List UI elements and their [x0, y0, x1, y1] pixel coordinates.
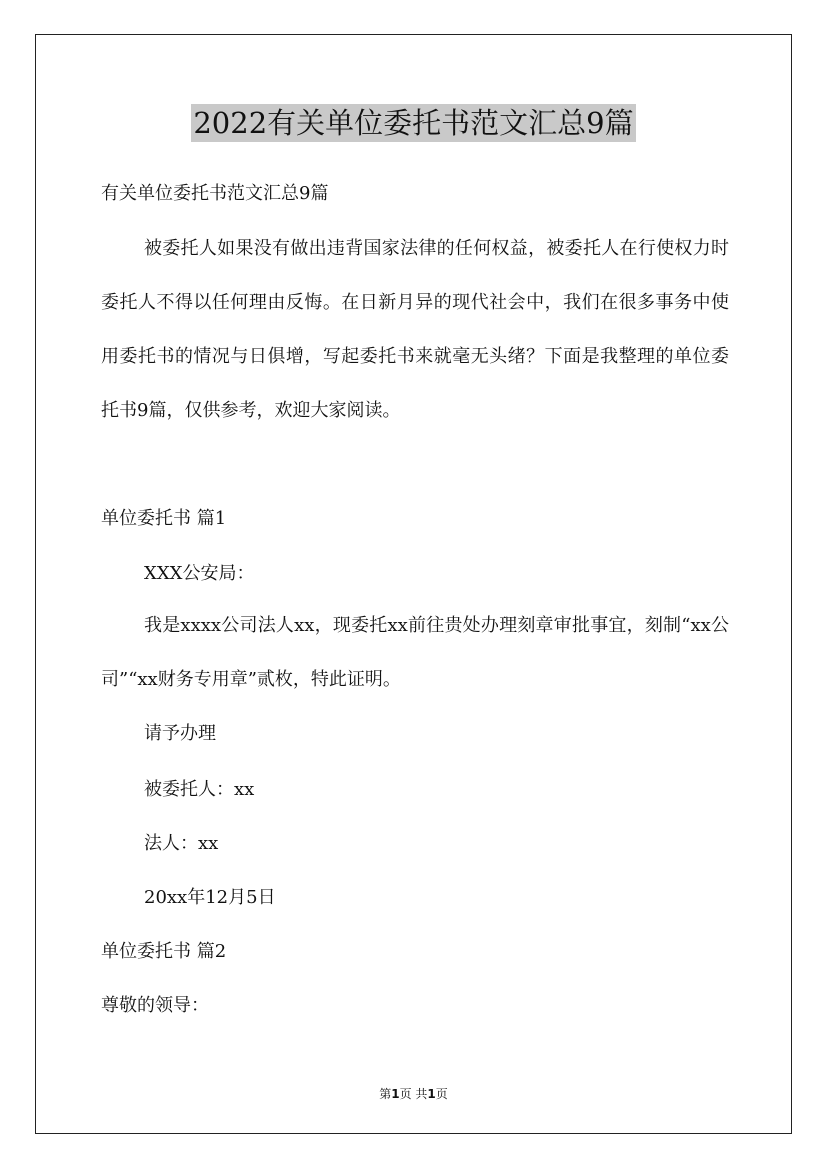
footer-page-current: 1: [391, 1087, 400, 1101]
section2-salutation: 尊敬的领导：: [101, 995, 209, 1016]
intro-paragraph: 被委托人如果没有做出违背国家法律的任何权益，被委托人在行使权力时委托人不得以任何理由反悔。在日新月异的现代社会中，我们在很多事务中使用委托书的情况与日俱增，写起委托书来就毫无头绪？下面是我整理的单位委托书9篇，仅供参考，欢迎大家阅读。: [101, 238, 729, 421]
section1-heading: 单位委托书 篇1: [101, 508, 227, 529]
section1-request: 请予办理: [144, 723, 216, 744]
document-subtitle: 有关单位委托书范文汇总9篇: [101, 183, 329, 204]
footer-prefix: 第: [379, 1087, 392, 1101]
section1-agent: 被委托人：xx: [144, 779, 255, 800]
footer-page-total: 1: [427, 1087, 436, 1101]
title-container: [0, 104, 827, 142]
section2-heading: 单位委托书 篇2: [101, 941, 227, 962]
page-footer: [0, 1085, 827, 1102]
section1-date: 20xx年12月5日: [144, 887, 276, 908]
section1-body: 我是xxxx公司法人xx，现委托xx前往贵处办理刻章审批事宜，刻制“xx公司”“xx财务专用章”贰枚，特此证明。: [101, 615, 729, 690]
section1-legal-person: 法人：xx: [144, 833, 219, 854]
document-title: 2022有关单位委托书范文汇总9篇: [193, 106, 634, 140]
section1-addressee: XXX公安局：: [144, 563, 255, 584]
footer-mid: 页 共: [399, 1087, 428, 1101]
footer-suffix: 页: [435, 1087, 448, 1101]
